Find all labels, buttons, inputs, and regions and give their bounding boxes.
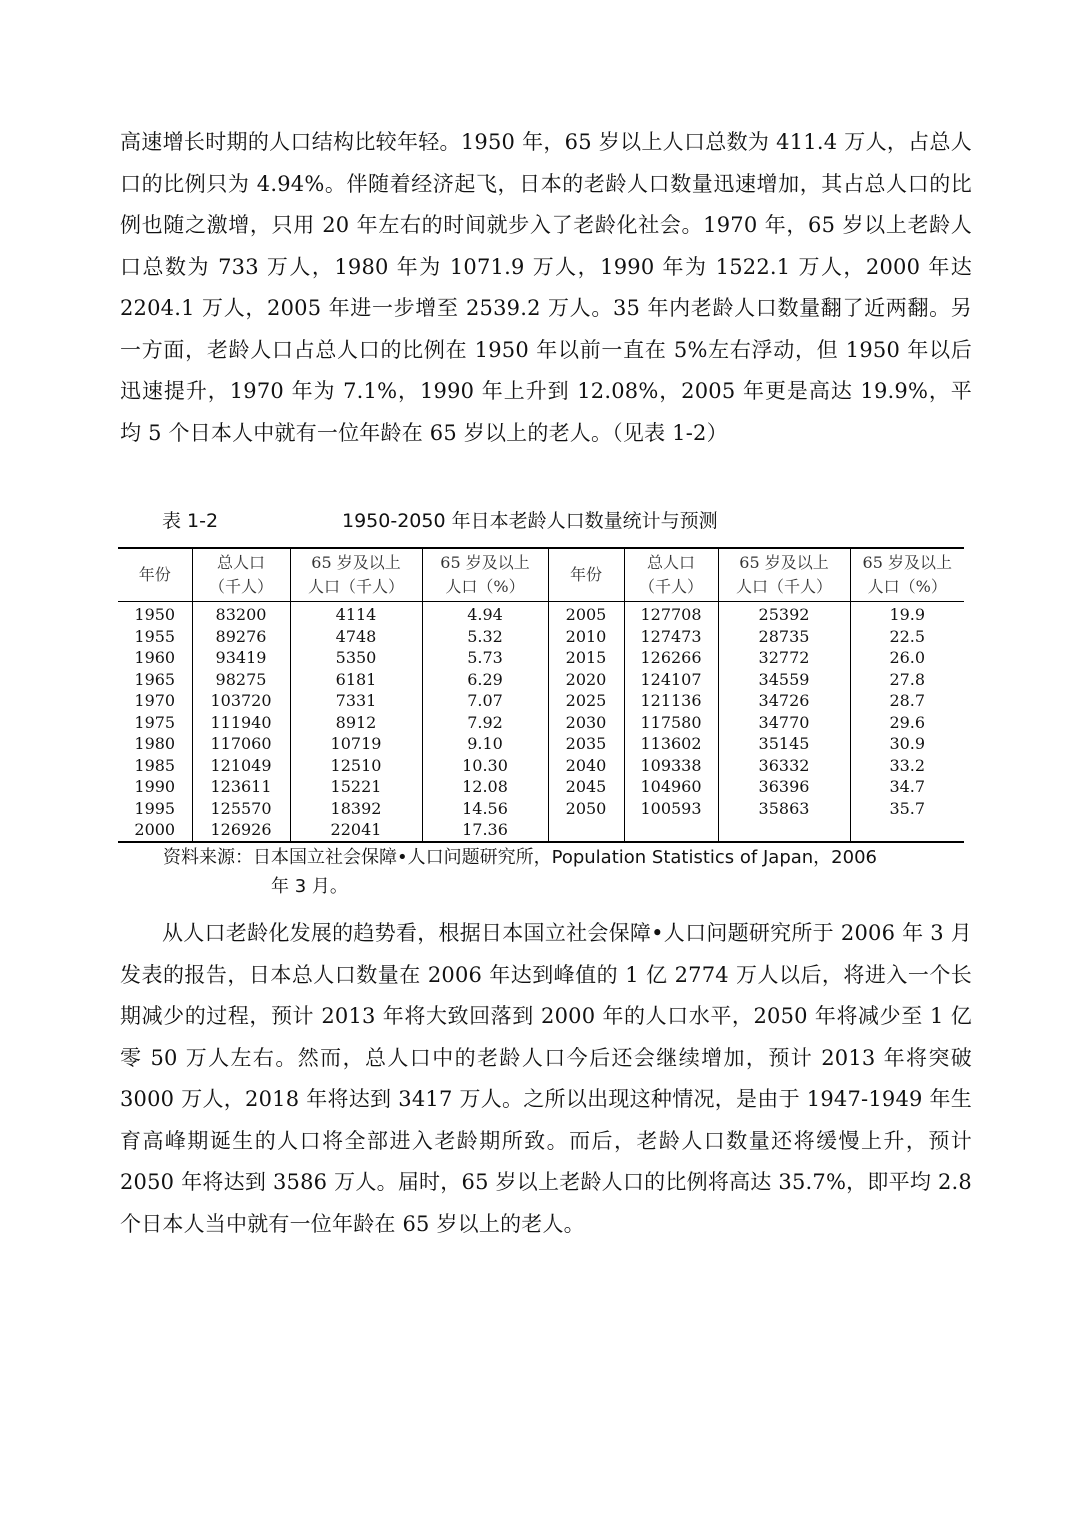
table-cell: 22.5 xyxy=(850,626,964,648)
table-cell: 30.9 xyxy=(850,733,964,755)
table-cell: 83200 xyxy=(192,602,290,626)
table-cell: 4.94 xyxy=(422,602,548,626)
table-cell: 12510 xyxy=(290,755,422,777)
header-total: 总人口 （千人） xyxy=(192,548,290,602)
table-row xyxy=(118,690,964,712)
table-cell: 127473 xyxy=(624,626,718,648)
table-cell: 1955 xyxy=(134,626,176,646)
table-cell: 6181 xyxy=(290,669,422,691)
table-cell: 17.36 xyxy=(422,819,548,842)
table-number: 表 1-2 xyxy=(162,510,219,532)
table-cell: 34726 xyxy=(718,690,850,712)
table-cell: 22041 xyxy=(290,819,422,842)
source-line-1: 资料来源：日本国立社会保障•人口问题研究所，Population Statistics of Japan，2006 xyxy=(163,847,877,868)
table-cell: 5350 xyxy=(290,647,422,669)
table-cell: 2015 xyxy=(548,647,624,669)
table-cell: 14.56 xyxy=(422,798,548,820)
table-cell: 117060 xyxy=(192,733,290,755)
table-cell: 100593 xyxy=(624,798,718,820)
table-cell: 2000 xyxy=(134,820,176,839)
table-cell: 1995 xyxy=(134,798,176,818)
table-source-note xyxy=(163,843,973,901)
table-title: 1950-2050 年日本老龄人口数量统计与预测 xyxy=(342,510,718,532)
table-cell: 5.32 xyxy=(422,626,548,648)
header-pct: 65 岁及以上 人口（%） xyxy=(422,548,548,602)
table-cell: 2045 xyxy=(548,776,624,798)
table-cell: 35863 xyxy=(718,798,850,820)
header-aged-2: 65 岁及以上 人口（千人） xyxy=(718,548,850,602)
table-cell: 113602 xyxy=(624,733,718,755)
table-cell: 9.10 xyxy=(422,733,548,755)
table-cell: 10719 xyxy=(290,733,422,755)
table-cell: 111940 xyxy=(192,712,290,734)
table-cell: 35145 xyxy=(718,733,850,755)
table-cell: 36396 xyxy=(718,776,850,798)
table-cell: 35.7 xyxy=(850,798,964,820)
table-cell: 126926 xyxy=(192,819,290,842)
table-caption xyxy=(120,506,972,534)
table-cell: 34559 xyxy=(718,669,850,691)
table-cell: 124107 xyxy=(624,669,718,691)
table-cell: 7331 xyxy=(290,690,422,712)
table-cell: 4114 xyxy=(290,602,422,626)
table-row xyxy=(118,602,964,626)
table-cell: 4748 xyxy=(290,626,422,648)
table-cell: 27.8 xyxy=(850,669,964,691)
table-cell: 2010 xyxy=(548,626,624,648)
table-cell: 103720 xyxy=(192,690,290,712)
table-cell: 7.92 xyxy=(422,712,548,734)
table-cell: 34770 xyxy=(718,712,850,734)
table-cell: 104960 xyxy=(624,776,718,798)
table-row xyxy=(118,733,964,755)
table-cell: 28735 xyxy=(718,626,850,648)
source-line-2: 年 3 月。 xyxy=(271,876,348,897)
table-row xyxy=(118,669,964,691)
table-cell: 1950 xyxy=(134,605,176,624)
table-row xyxy=(118,819,964,842)
table-cell: 121136 xyxy=(624,690,718,712)
table-cell: 29.6 xyxy=(850,712,964,734)
table-cell: 12.08 xyxy=(422,776,548,798)
table-cell xyxy=(850,819,964,842)
table-row xyxy=(118,798,964,820)
header-aged: 65 岁及以上 人口（千人） xyxy=(290,548,422,602)
table-cell: 1960 xyxy=(134,648,176,667)
table-cell: 1975 xyxy=(134,712,176,732)
table-cell: 98275 xyxy=(192,669,290,691)
table-cell: 2040 xyxy=(548,755,624,777)
table-cell: 123611 xyxy=(192,776,290,798)
table-cell: 2030 xyxy=(548,712,624,734)
table-cell: 32772 xyxy=(718,647,850,669)
paragraph-intro: 高速增长时期的人口结构比较年轻。1950 年，65 岁以上人口总数为 411.4 万人，占总人口的比例只为 4.94%。伴随着经济起飞，日本的老龄人口数量迅速增加，其占总人口的比例也随之激增，只用 20 年左右的时间就步入了老龄化社会。1970 年，65 岁以上老龄人口总数为 733 万人，1980 年为 1071.9 万人，1990 年为 1522.1 万人，2000 年达 2204.1 万人，2005 年进一步增至 2539.2 万人。35 年内老龄人口数量翻了近两翻。另一方面，老龄人口占总人口的比例在 1950 年以前一直在 5%左右浮动，但 1950 年以后迅速提升，1970 年为 7.1%，1990 年上升到 12.08%，2005 年更是高达 19.9%，平均 5 个日本人中就有一位年龄在 65 岁以上的老人。（见表 1-2） xyxy=(120,130,972,445)
table-cell: 2025 xyxy=(548,690,624,712)
table-row xyxy=(118,776,964,798)
table-body xyxy=(118,602,964,842)
table-row xyxy=(118,626,964,648)
table-cell: 127708 xyxy=(624,602,718,626)
table-cell: 125570 xyxy=(192,798,290,820)
table-cell: 1990 xyxy=(134,777,176,796)
table-cell: 2005 xyxy=(548,602,624,626)
table-cell: 8912 xyxy=(290,712,422,734)
table-cell: 2035 xyxy=(548,733,624,755)
table-cell xyxy=(624,819,718,842)
header-year: 年份 xyxy=(118,548,192,602)
header-total-2: 总人口 （千人） xyxy=(624,548,718,602)
table-cell: 26.0 xyxy=(850,647,964,669)
table-cell: 93419 xyxy=(192,647,290,669)
table-row xyxy=(118,712,964,734)
table-header-row xyxy=(118,548,964,602)
table-cell: 1985 xyxy=(134,755,176,775)
header-pct-2: 65 岁及以上 人口（%） xyxy=(850,548,964,602)
table-cell: 1980 xyxy=(134,734,176,753)
table-cell: 15221 xyxy=(290,776,422,798)
table-cell: 121049 xyxy=(192,755,290,777)
table-cell: 18392 xyxy=(290,798,422,820)
table-cell xyxy=(718,819,850,842)
table-row xyxy=(118,647,964,669)
table-row xyxy=(118,755,964,777)
table-cell: 7.07 xyxy=(422,690,548,712)
table-cell: 126266 xyxy=(624,647,718,669)
table-cell: 36332 xyxy=(718,755,850,777)
table-cell: 1970 xyxy=(134,691,176,710)
table-cell: 28.7 xyxy=(850,690,964,712)
table-cell: 34.7 xyxy=(850,776,964,798)
table-cell: 2050 xyxy=(548,798,624,820)
paragraph-trend: 从人口老龄化发展的趋势看，根据日本国立社会保障•人口问题研究所于 2006 年 3 月发表的报告，日本总人口数量在 2006 年达到峰值的 1 亿 2774 万人以后，将进入一个长期减少的过程，预计 2013 年将大致回落到 2000 年的人口水平，2050 年将减少至 1 亿零 50 万人左右。然而，总人口中的老龄人口今后还会继续增加，预计 2013 年将突破 3000 万人，2018 年将达到 3417 万人。之所以出现这种情况，是由于 1947-1949 年生育高峰期诞生的人口将全部进入老龄期所致。而后，老龄人口数量还将缓慢上升，预计 2050 年将达到 3586 万人。届时，65 岁以上老龄人口的比例将高达 35.7%，即平均 2.8 个日本人当中就有一位年龄在 65 岁以上的老人。 xyxy=(120,921,972,1236)
table-cell: 1965 xyxy=(134,669,176,689)
aging-population-table xyxy=(118,547,964,843)
table-cell: 33.2 xyxy=(850,755,964,777)
table-cell: 19.9 xyxy=(850,602,964,626)
table-cell: 5.73 xyxy=(422,647,548,669)
table-cell: 6.29 xyxy=(422,669,548,691)
table-cell: 25392 xyxy=(718,602,850,626)
header-year-2: 年份 xyxy=(548,548,624,602)
table-cell: 2020 xyxy=(548,669,624,691)
table-cell xyxy=(548,819,624,842)
table-cell: 109338 xyxy=(624,755,718,777)
table-cell: 10.30 xyxy=(422,755,548,777)
table-cell: 89276 xyxy=(192,626,290,648)
table-cell: 117580 xyxy=(624,712,718,734)
